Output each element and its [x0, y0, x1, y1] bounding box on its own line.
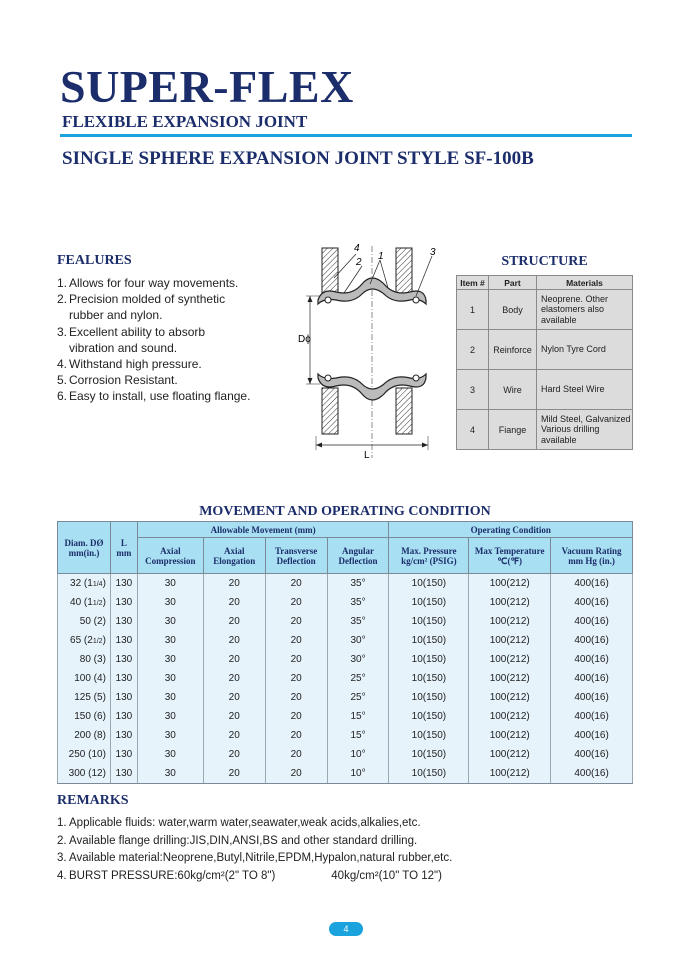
cell-ang: 35°	[327, 574, 389, 593]
cell-temp: 100(212)	[469, 707, 551, 726]
table-row	[58, 669, 633, 688]
wire-ring	[413, 375, 419, 381]
cell-vac: 400(16)	[551, 631, 633, 650]
callout-1: 1	[378, 251, 384, 262]
structure-materials: Nylon Tyre Cord	[537, 330, 633, 370]
header-transverse-deflection: Transverse Deflection	[265, 538, 327, 574]
feature-line: Precision molded of synthetic	[69, 292, 226, 307]
table-row	[58, 593, 633, 612]
header-divider	[60, 134, 632, 137]
header-diam: Diam. DØ mm(in.)	[58, 522, 111, 574]
feature-item	[57, 356, 287, 372]
diam-value: 250 (10)	[68, 749, 106, 761]
cell-comp: 30	[137, 745, 203, 764]
structure-row	[457, 290, 633, 330]
diam-close: )	[102, 634, 106, 646]
diam-value: 65 (2	[70, 634, 93, 646]
structure-part: Reinforce	[489, 330, 537, 370]
structure-header-item: Item #	[457, 276, 489, 290]
cell-ang: 15°	[327, 726, 389, 745]
cell-comp: 30	[137, 764, 203, 783]
header-allowable-movement: Allowable Movement (mm)	[137, 522, 389, 538]
wire-ring	[325, 375, 331, 381]
cell-pres: 10(150)	[389, 764, 469, 783]
feature-item	[57, 291, 287, 323]
remarks-list	[57, 815, 633, 885]
remark-text	[69, 868, 442, 886]
cell-trans: 20	[265, 707, 327, 726]
cell-trans: 20	[265, 612, 327, 631]
cell-elong: 20	[203, 745, 265, 764]
feature-number: 6.	[57, 389, 68, 404]
diam-value: 125 (5)	[74, 692, 106, 704]
features-section	[57, 253, 287, 405]
diam-value: 80 (3)	[79, 653, 106, 665]
structure-materials: Mild Steel, Galvanized Various drilling available	[537, 410, 633, 450]
feature-text	[69, 324, 205, 356]
cell-pres: 10(150)	[389, 612, 469, 631]
feature-line: Withstand high pressure.	[69, 357, 202, 372]
remark-item	[57, 868, 633, 886]
table-row	[58, 612, 633, 631]
remark-item	[57, 833, 633, 851]
table-row	[58, 764, 633, 783]
remark-text	[69, 850, 452, 868]
cell-vac: 400(16)	[551, 574, 633, 593]
structure-header-materials: Materials	[537, 276, 633, 290]
table-row	[58, 745, 633, 764]
table-row	[58, 574, 633, 593]
cell-l: 130	[110, 745, 137, 764]
cell-elong: 20	[203, 669, 265, 688]
cell-diam	[58, 574, 111, 593]
cell-l: 130	[110, 707, 137, 726]
cell-l: 130	[110, 593, 137, 612]
cell-ang: 30°	[327, 631, 389, 650]
remark-text-secondary: 40kg/cm²(10" TO 12")	[331, 869, 442, 882]
remark-item	[57, 850, 633, 868]
header-max-temperature: Max Temperature ℃(℉)	[469, 538, 551, 574]
cell-temp: 100(212)	[469, 745, 551, 764]
cell-pres: 10(150)	[389, 707, 469, 726]
cell-l: 130	[110, 612, 137, 631]
cell-comp: 30	[137, 669, 203, 688]
diameter-label: Dϕ	[298, 334, 311, 345]
cell-trans: 20	[265, 593, 327, 612]
structure-item: 4	[457, 410, 489, 450]
diam-value: 150 (6)	[74, 711, 106, 723]
header-axial-elongation: Axial Elongation	[203, 538, 265, 574]
structure-header-part: Part	[489, 276, 537, 290]
cell-vac: 400(16)	[551, 726, 633, 745]
cell-comp: 30	[137, 574, 203, 593]
cell-diam	[58, 726, 111, 745]
structure-item: 2	[457, 330, 489, 370]
diam-fraction: 1/4	[92, 580, 103, 588]
cell-diam	[58, 593, 111, 612]
cell-diam	[58, 707, 111, 726]
cell-diam	[58, 631, 111, 650]
cell-l: 130	[110, 669, 137, 688]
cell-vac: 400(16)	[551, 688, 633, 707]
table-row	[58, 650, 633, 669]
remarks-heading: REMARKS	[57, 793, 129, 808]
cell-l: 130	[110, 764, 137, 783]
structure-item: 3	[457, 370, 489, 410]
diam-value: 50 (2)	[79, 615, 106, 627]
cell-diam	[58, 669, 111, 688]
features-heading: FEALURES	[57, 253, 132, 268]
structure-materials: Neoprene. Other elastomers also available	[537, 290, 633, 330]
table-row	[58, 688, 633, 707]
flange-right-top	[396, 248, 412, 294]
feature-item	[57, 372, 287, 388]
cell-ang: 25°	[327, 688, 389, 707]
brand-title: SUPER-FLEX	[60, 61, 354, 112]
cell-vac: 400(16)	[551, 593, 633, 612]
structure-heading: STRUCTURE	[501, 254, 588, 269]
table-row	[58, 707, 633, 726]
callout-2: 2	[356, 257, 362, 268]
cell-vac: 400(16)	[551, 650, 633, 669]
cell-temp: 100(212)	[469, 688, 551, 707]
cell-temp: 100(212)	[469, 669, 551, 688]
cell-l: 130	[110, 631, 137, 650]
length-label: L	[364, 450, 370, 461]
cell-l: 130	[110, 650, 137, 669]
diam-value: 300 (12)	[68, 768, 106, 780]
cell-temp: 100(212)	[469, 650, 551, 669]
cell-comp: 30	[137, 650, 203, 669]
cell-temp: 100(212)	[469, 631, 551, 650]
remark-item	[57, 815, 633, 833]
cell-pres: 10(150)	[389, 669, 469, 688]
cell-elong: 20	[203, 726, 265, 745]
cell-ang: 35°	[327, 593, 389, 612]
diam-value: 40 (1	[70, 596, 93, 608]
cell-temp: 100(212)	[469, 764, 551, 783]
header-angular-deflection: Angular Deflection	[327, 538, 389, 574]
cell-temp: 100(212)	[469, 574, 551, 593]
diam-value: 200 (8)	[74, 730, 106, 742]
feature-line: vibration and sound.	[69, 340, 178, 355]
cell-pres: 10(150)	[389, 593, 469, 612]
feature-number: 3.	[57, 324, 68, 339]
remark-text-main: Available flange drilling:JIS,DIN,ANSI,BS and other standard drilling.	[69, 834, 418, 847]
cell-trans: 20	[265, 688, 327, 707]
header-max-pressure: Max. Pressure kg/cm² (PSIG)	[389, 538, 469, 574]
movement-table	[57, 521, 633, 784]
remark-number: 2.	[57, 834, 67, 847]
structure-row	[457, 370, 633, 410]
structure-row	[457, 410, 633, 450]
feature-item	[57, 388, 287, 404]
cell-comp: 30	[137, 688, 203, 707]
brand-subtitle: FLEXIBLE EXPANSION JOINT	[62, 112, 308, 131]
feature-line: Easy to install, use floating flange.	[69, 389, 251, 404]
cell-comp: 30	[137, 612, 203, 631]
header-operating-condition: Operating Condition	[389, 522, 633, 538]
cell-ang: 30°	[327, 650, 389, 669]
feature-text	[69, 356, 202, 372]
cell-temp: 100(212)	[469, 593, 551, 612]
remark-text-main: Available material:Neoprene,Butyl,Nitrile,EPDM,Hypalon,natural rubber,etc.	[69, 852, 453, 864]
cell-diam	[58, 745, 111, 764]
table-row	[58, 726, 633, 745]
feature-item	[57, 275, 287, 291]
diam-fraction: 1/2	[92, 637, 103, 645]
remark-text-main: Applicable fluids: water,warm water,seawater,weak acids,alkalies,etc.	[69, 817, 421, 829]
cell-elong: 20	[203, 574, 265, 593]
features-list	[57, 275, 287, 405]
cell-ang: 35°	[327, 612, 389, 631]
remark-number: 3.	[57, 852, 67, 864]
structure-item: 1	[457, 290, 489, 330]
cell-elong: 20	[203, 650, 265, 669]
feature-number: 4.	[57, 357, 68, 372]
header-vacuum-rating: Vacuum Rating mm Hg (in.)	[551, 538, 633, 574]
structure-materials: Hard Steel Wire	[537, 370, 633, 410]
cell-ang: 25°	[327, 669, 389, 688]
cell-diam	[58, 612, 111, 631]
cell-vac: 400(16)	[551, 745, 633, 764]
flange-left-bottom	[322, 388, 338, 434]
feature-text	[69, 291, 225, 323]
remarks-section	[57, 793, 633, 885]
cell-diam	[58, 650, 111, 669]
cell-elong: 20	[203, 764, 265, 783]
cell-ang: 10°	[327, 764, 389, 783]
cell-comp: 30	[137, 707, 203, 726]
diam-value: 32 (1	[70, 577, 93, 589]
cell-comp: 30	[137, 631, 203, 650]
cell-comp: 30	[137, 593, 203, 612]
cell-pres: 10(150)	[389, 745, 469, 764]
cell-trans: 20	[265, 669, 327, 688]
cell-vac: 400(16)	[551, 669, 633, 688]
feature-number: 5.	[57, 373, 68, 388]
page-number: 4	[329, 922, 363, 936]
remark-number: 1.	[57, 817, 67, 829]
structure-part: Wire	[489, 370, 537, 410]
cell-comp: 30	[137, 726, 203, 745]
cell-vac: 400(16)	[551, 612, 633, 631]
structure-part: Body	[489, 290, 537, 330]
cell-temp: 100(212)	[469, 726, 551, 745]
table-row	[58, 631, 633, 650]
cell-elong: 20	[203, 631, 265, 650]
flange-right-bottom	[396, 388, 412, 434]
cell-trans: 20	[265, 764, 327, 783]
cell-ang: 10°	[327, 745, 389, 764]
cell-l: 130	[110, 574, 137, 593]
cell-pres: 10(150)	[389, 650, 469, 669]
cell-vac: 400(16)	[551, 707, 633, 726]
cell-elong: 20	[203, 612, 265, 631]
feature-text	[69, 275, 238, 291]
cell-trans: 20	[265, 745, 327, 764]
cell-elong: 20	[203, 707, 265, 726]
wire-ring	[325, 297, 331, 303]
remark-number: 4.	[57, 869, 67, 882]
cell-pres: 10(150)	[389, 574, 469, 593]
remark-text-main: BURST PRESSURE:60kg/cm²(2" TO 8")	[69, 869, 276, 882]
cell-trans: 20	[265, 631, 327, 650]
cell-temp: 100(212)	[469, 612, 551, 631]
header-axial-compression: Axial Compression	[137, 538, 203, 574]
diam-value: 100 (4)	[74, 673, 106, 685]
feature-line: Corrosion Resistant.	[69, 373, 178, 388]
cell-pres: 10(150)	[389, 726, 469, 745]
cell-l: 130	[110, 688, 137, 707]
cell-ang: 15°	[327, 707, 389, 726]
cell-trans: 20	[265, 726, 327, 745]
feature-text	[69, 372, 178, 388]
cell-l: 130	[110, 726, 137, 745]
feature-line: Excellent ability to absorb	[69, 324, 206, 339]
feature-line: rubber and nylon.	[69, 308, 163, 323]
cell-vac: 400(16)	[551, 764, 633, 783]
remark-text	[69, 833, 417, 851]
header-l: L mm	[110, 522, 137, 574]
structure-part: Fiange	[489, 410, 537, 450]
diam-close: )	[102, 577, 106, 589]
cell-diam	[58, 764, 111, 783]
feature-number: 2.	[57, 292, 68, 307]
cell-trans: 20	[265, 574, 327, 593]
cell-pres: 10(150)	[389, 631, 469, 650]
cell-trans: 20	[265, 650, 327, 669]
feature-text	[69, 388, 250, 404]
expansion-joint-diagram	[292, 238, 452, 463]
page-title: SINGLE SPHERE EXPANSION JOINT STYLE SF-100B	[62, 148, 534, 169]
cell-elong: 20	[203, 593, 265, 612]
cell-diam	[58, 688, 111, 707]
wire-ring	[413, 297, 419, 303]
diam-close: )	[102, 596, 106, 608]
remark-text	[69, 815, 421, 833]
feature-number: 1.	[57, 276, 68, 290]
diam-fraction: 1/2	[92, 599, 103, 607]
cell-elong: 20	[203, 688, 265, 707]
callout-4: 4	[354, 243, 360, 254]
structure-table	[456, 275, 633, 450]
movement-title: MOVEMENT AND OPERATING CONDITION	[199, 504, 491, 519]
callout-3: 3	[430, 247, 436, 258]
cell-pres: 10(150)	[389, 688, 469, 707]
feature-line: Allows for four way movements.	[69, 276, 239, 290]
flange-left-top	[322, 248, 338, 294]
structure-row	[457, 330, 633, 370]
feature-item	[57, 324, 287, 356]
structure-section	[456, 254, 633, 450]
